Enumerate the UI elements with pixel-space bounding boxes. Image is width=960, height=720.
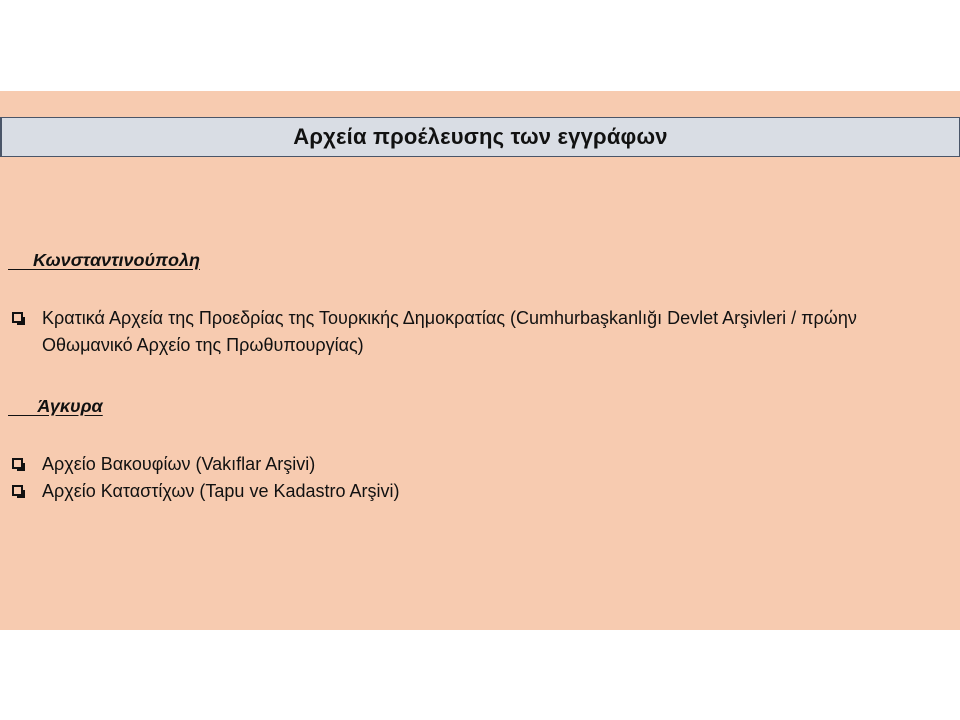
section-heading-constantinople: Κωνσταντινούπολη <box>8 250 200 270</box>
list-item <box>10 451 910 478</box>
slide-title: Αρχεία προέλευσης των εγγράφων <box>293 124 668 149</box>
list-item-text: Κρατικά Αρχεία της Προεδρίας της Τουρκικής Δημοκρατίας (Cumhurbaşkanlığı Devlet Arşivleri / πρώην Οθωμανικό Αρχείο της Πρωθυπουργίας) <box>42 308 857 355</box>
list-item-text: Αρχείο Καταστίχων (Tapu ve Kadastro Arşivi) <box>42 481 400 501</box>
checkbox-bullet-icon <box>12 485 23 496</box>
checkbox-bullet-icon <box>12 458 23 469</box>
section-heading-ankara: Άγκυρα <box>8 396 103 416</box>
content-panel <box>0 91 960 630</box>
list-item <box>10 305 910 359</box>
checkbox-bullet-icon <box>12 312 23 323</box>
title-bar <box>0 117 960 157</box>
list-item <box>10 478 910 505</box>
list-item-text: Αρχείο Βακουφίων (Vakıflar Arşivi) <box>42 454 316 474</box>
